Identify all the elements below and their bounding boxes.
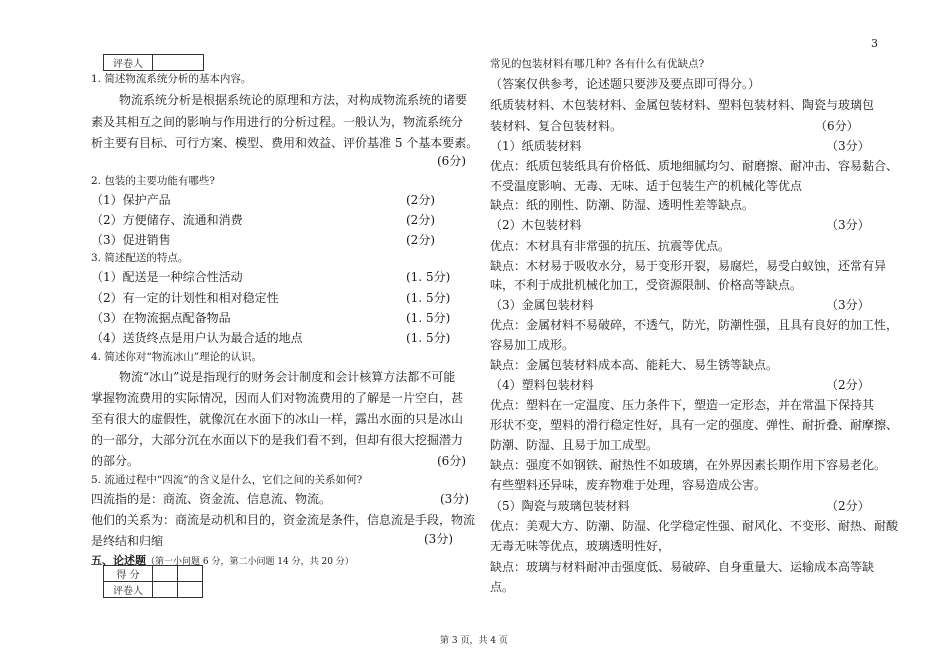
material-score: （3分） <box>826 218 870 232</box>
material-line: 缺点：玻璃与材料耐冲击强度低、易破碎、自身重量大、运输成本高等缺 <box>490 560 875 574</box>
q3-item-score: (1. 5分) <box>406 311 451 325</box>
essay-intro-score: （6分） <box>815 119 859 133</box>
q4-line: 的部分。 <box>91 454 140 468</box>
material-line: 点。 <box>490 580 515 594</box>
material-title: （2）木包装材料 <box>490 218 582 232</box>
q4-title: 4. 简述你对“物流冰山”理论的认识。 <box>91 351 263 363</box>
q2-item: （3）促进销售 <box>91 233 171 247</box>
material-line: 有些塑料还异味，废弃物难于处理，容易造成公害。 <box>490 478 767 492</box>
material-title: （4）塑料包装材料 <box>490 378 594 392</box>
material-score: （3分） <box>826 298 870 312</box>
q3-item-score: (1. 5分) <box>406 270 451 284</box>
q1-line: 析主要有目标、可行方案、模型、费用和效益、评价基准 5 个基本要素。 <box>91 136 479 150</box>
q4-line: 的一部分，大部分沉在水面以下的是我们看不到，但却有很大挖掘潜力 <box>91 433 464 447</box>
material-line: 优点：塑料在一定温度、压力条件下，塑造一定形态，并在常温下保持其 <box>490 398 875 412</box>
material-title: （3）金属包装材料 <box>490 298 594 312</box>
material-line: 无毒无味等优点，玻璃透明性好， <box>490 539 671 553</box>
q4-line: 至有很大的虚假性，就像沉在水面下的冰山一样，露出水面的只是冰山 <box>91 412 464 426</box>
q5-title: 5. 流通过程中“四流”的含义是什么，它们之间的关系如何? <box>91 474 363 486</box>
material-line: 缺点：金属包装材料成本高、能耗大、易生锈等缺点。 <box>490 358 779 372</box>
q2-item: （2）方便储存、流通和消费 <box>91 213 243 227</box>
page-footer: 第 3 页，共 4 页 <box>440 636 508 646</box>
q5-score: (3分) <box>440 492 469 506</box>
essay-intro: 纸质装材料、木包装材料、金属包装材料、塑料包装材料、陶瓷与玻璃包 <box>490 98 875 112</box>
q5-score: (3分) <box>424 532 453 546</box>
q3-item: （2）有一定的计划性和相对稳定性 <box>91 291 279 305</box>
q1-score: (6分) <box>437 154 466 168</box>
material-line: 防潮、防湿、且易于加工成型。 <box>490 438 659 452</box>
q2-title: 2. 包装的主要功能有哪些? <box>91 175 215 187</box>
material-line: 味，不利于成批机械化加工，受资源限制、价格高等缺点。 <box>490 278 803 292</box>
material-score: （3分） <box>826 139 870 153</box>
material-title: （5）陶瓷与玻璃包装材料 <box>490 499 630 513</box>
material-line: 缺点：纸的刚性、防潮、防湿、透明性差等缺点。 <box>490 198 755 212</box>
material-score: （2分） <box>826 499 870 513</box>
material-line: 缺点：强度不如钢铁、耐热性不如玻璃，在外界因素长期作用下容易老化。 <box>490 458 887 472</box>
essay-intro: 装材料、复合包装材料。 <box>490 119 623 133</box>
material-line: 优点：美观大方、防潮、防湿、化学稳定性强、耐风化、不变形、耐热、耐酸 <box>490 519 899 533</box>
section-5-title: 五、论述题 <box>91 554 146 567</box>
q4-line: 掌握物流费用的实际情况，因而人们对物流费用的了解是一片空白，甚 <box>91 391 464 405</box>
q3-item: （4）送货终点是用户认为最合适的地点 <box>91 331 303 345</box>
grader-label: 评卷人 <box>104 582 153 598</box>
essay-note: （答案仅供参考，论述题只要涉及要点即可得分。） <box>490 77 761 91</box>
material-line: 优点：金属材料不易破碎，不透气，防光，防潮性强，且具有良好的加工性， <box>490 318 899 332</box>
material-line: 优点：纸质包装纸具有价格低、质地细腻均匀、耐磨擦、耐冲击、容易黏合、 <box>490 159 899 173</box>
grader-cell <box>153 582 178 598</box>
q1-title: 1. 简述物流系统分析的基本内容。 <box>91 73 252 85</box>
page-number: 3 <box>871 37 878 50</box>
q2-item: （1）保护产品 <box>91 193 171 207</box>
q1-line: 素及其相互之间的影响与作用进行的分析过程。一般认为，物流系统分 <box>91 115 464 129</box>
q1-line: 物流系统分析是根据系统论的原理和方法，对构成物流系统的诸要 <box>119 93 468 107</box>
material-line: 形状不变，塑料的滑行稳定性好，具有一定的强度、弹性、耐折叠、耐摩擦、 <box>490 418 899 432</box>
q3-title: 3. 简述配送的特点。 <box>91 252 189 264</box>
grader-label: 评卷人 <box>104 55 153 71</box>
score-box-bottom <box>103 565 203 598</box>
q5-line: 是终结和归缩 <box>91 534 164 548</box>
q3-item-score: (1. 5分) <box>406 291 451 305</box>
q3-item: （1）配送是一种综合性活动 <box>91 270 243 284</box>
q2-item-score: (2分) <box>406 213 435 227</box>
material-line: 缺点：木材易于吸收水分，易于变形开裂，易腐烂，易受白蚁蚀，还常有异 <box>490 259 887 273</box>
q2-item-score: (2分) <box>406 193 435 207</box>
q4-score: (6分) <box>437 454 466 468</box>
essay-question: 常见的包装材料有哪几种? 各有什么有优缺点? <box>490 58 705 70</box>
grader-box-top <box>103 54 204 71</box>
q2-item-score: (2分) <box>406 233 435 247</box>
q5-line: 他们的关系为：商流是动机和目的，资金流是条件，信息流是手段，物流 <box>91 513 476 527</box>
grader-cell <box>178 582 203 598</box>
material-score: （2分） <box>826 378 870 392</box>
grader-cell <box>153 55 204 71</box>
material-line: 容易加工成形。 <box>490 338 575 352</box>
score-cell <box>153 566 178 582</box>
material-title: （1）纸质装材料 <box>490 139 582 153</box>
q3-item: （3）在物流据点配备物品 <box>91 311 231 325</box>
section-5-note: （第一小问题 6 分，第二小问题 14 分，共 20 分） <box>146 557 354 567</box>
q3-item-score: (1. 5分) <box>406 331 451 345</box>
q5-line: 四流指的是：商流、资金流、信息流、物流。 <box>91 492 332 506</box>
score-cell <box>178 566 203 582</box>
q4-line: 物流“冰山”说是指现行的财务会计制度和会计核算方法都不可能 <box>119 370 456 384</box>
material-line: 优点：木材具有非常强的抗压、抗震等优点。 <box>490 239 731 253</box>
score-label: 得 分 <box>104 566 153 582</box>
material-line: 不受温度影响、无毒、无味、适于包装生产的机械化等优点 <box>490 179 803 193</box>
